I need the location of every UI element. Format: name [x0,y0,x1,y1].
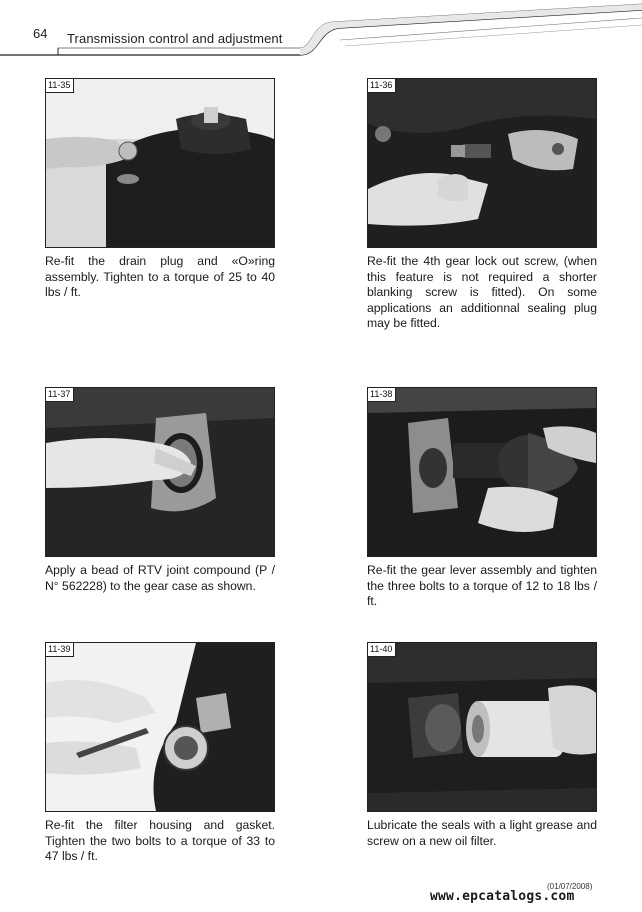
page-title: Transmission control and adjustment [67,31,283,46]
photo-11-40 [367,642,597,812]
page-number: 64 [33,26,48,41]
photo-11-37 [45,387,275,557]
footer-watermark-url: www.epcatalogs.com [430,889,575,904]
caption-11-37: Apply a bead of RTV joint compound (P / N° 562228) to the gear case as shown. [45,563,275,593]
caption-11-39: Re-fit the filter housing and gasket. Tighten the two bolts to a torque of 33 to 47 lbs / ft. [45,818,275,864]
figure-label: 11-39 [46,643,74,657]
figure-label: 11-38 [368,388,396,402]
figure-label: 11-40 [368,643,396,657]
caption-11-38: Re-fit the gear lever assembly and tighten the three bolts to a torque of 12 to 18 lbs / ft. [367,563,597,609]
photo-11-39 [45,642,275,812]
caption-11-35: Re-fit the drain plug and «O»ring assembly. Tighten to a torque of 25 to 40 lbs / ft. [45,254,275,300]
caption-11-36: Re-fit the 4th gear lock out screw, (when this feature is not required a shorter blanking screw is fitted). On some applications an additionnal sealing plug may be fitted. [367,254,597,331]
figure-label: 11-36 [368,79,396,93]
figure-label: 11-37 [46,388,74,402]
figure-label: 11-35 [46,79,74,93]
caption-11-40: Lubricate the seals with a light grease and screw on a new oil filter. [367,818,597,848]
photo-11-35 [45,78,275,248]
footer-date: (01/07/2008) [547,882,593,891]
photo-11-38 [367,387,597,557]
photo-11-36 [367,78,597,248]
